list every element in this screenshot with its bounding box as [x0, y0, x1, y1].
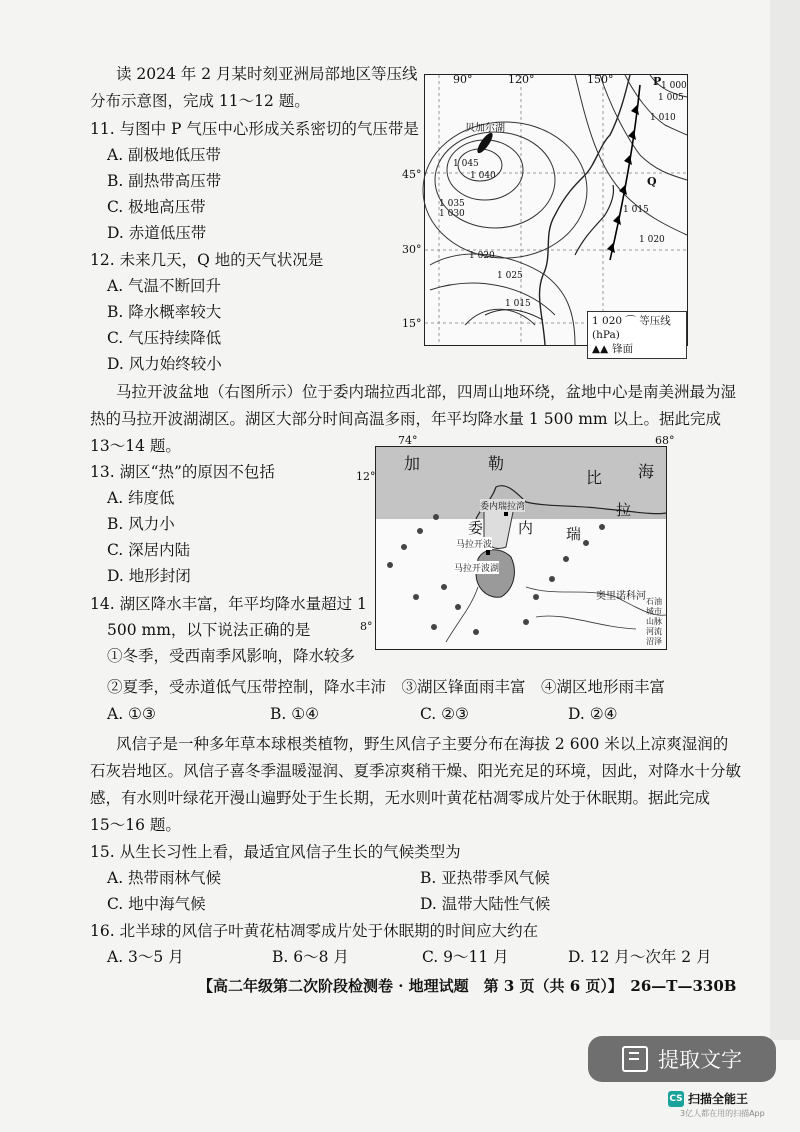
sea-char-3: 比 [586, 468, 603, 487]
q14-item-1: ①冬季，受西南季风影响，降水较多 [107, 647, 356, 665]
isobar-1015-right: 1 015 [623, 205, 649, 215]
page-footer: 【高二年级第二次阶段检测卷 · 地理试题 第 3 页（共 6 页）】 26—T—330B [198, 977, 737, 995]
q15-option-c[interactable]: C. 地中海气候 [107, 895, 206, 913]
q13-option-d[interactable]: D. 地形封闭 [107, 567, 191, 585]
q12-option-a[interactable]: A. 气温不断回升 [107, 277, 222, 295]
isobar-1045: 1 045 [453, 159, 479, 169]
map2-lat-8: 8° [360, 620, 373, 633]
q14-option-b[interactable]: B. ①④ [270, 705, 320, 723]
map1-lat-45: 45° [402, 168, 422, 181]
map2-lon-74: 74° [398, 434, 418, 447]
q13-option-a[interactable]: A. 纬度低 [107, 489, 175, 507]
baikal-label: 贝加尔湖 [465, 123, 505, 134]
q14-item-2: ②夏季，受赤道低气压带控制，降水丰沛 ③湖区锋面雨丰富 ④湖区地形雨丰富 [107, 678, 666, 696]
question-13-stem: 13. 湖区“热”的原因不包括 [90, 463, 275, 481]
q16-option-a[interactable]: A. 3～5 月 [107, 948, 184, 966]
isobar-1020-right: 1 020 [639, 235, 665, 245]
lake-maracaibo-label: 马拉开波湖 [454, 561, 499, 574]
city-maracaibo-label: 马拉开波 [456, 537, 492, 550]
passage3-line4: 15～16 题。 [90, 816, 181, 834]
map1-lat-15: 15° [402, 317, 422, 330]
isobar-1015: 1 015 [505, 299, 531, 309]
country-char-2: 内 [518, 519, 534, 537]
question-12-stem: 12. 未来几天，Q 地的天气状况是 [90, 251, 324, 269]
map1-lon-150: 150° [587, 73, 614, 86]
q15-option-a[interactable]: A. 热带雨林气候 [107, 869, 222, 887]
maracaibo-map [375, 446, 667, 650]
point-p-label: P [653, 75, 662, 88]
legend-front: 锋面 [612, 343, 634, 355]
isobar-1010: 1 010 [650, 113, 676, 123]
question-15-stem: 15. 从生长习性上看，最适宜风信子生长的气候类型为 [90, 843, 461, 861]
scanner-brand [668, 1090, 748, 1107]
map1-lon-90: 90° [453, 73, 473, 86]
front-symbol-icon: ▲▲ [592, 343, 609, 355]
question-14-stem-2: 500 mm，以下说法正确的是 [107, 621, 311, 639]
q16-option-d[interactable]: D. 12 月～次年 2 月 [568, 948, 712, 966]
legend-isobar: 1 020 ⌒ 等压线 (hPa) [592, 315, 671, 341]
country-char-4: 拉 [616, 501, 632, 519]
q14-option-d[interactable]: D. ②④ [568, 705, 618, 723]
legend-mountain: 山脉 [646, 617, 662, 626]
brand-name: 扫描全能王 [688, 1092, 749, 1106]
extract-text-button[interactable] [588, 1036, 776, 1082]
map2-lat-12: 12° [356, 470, 376, 483]
q11-option-a[interactable]: A. 副极地低压带 [107, 146, 222, 164]
passage3-line2: 石灰岩地区。风信子喜冬季温暖湿润、夏季凉爽稍干燥、阳光充足的环境，因此，对降水十分敏 [90, 762, 742, 780]
brand-tagline: 3亿人都在用的扫描App [680, 1109, 765, 1118]
point-q-label: Q [647, 175, 657, 188]
map1-lon-120: 120° [508, 73, 535, 86]
map1-legend [587, 311, 687, 359]
text-extract-icon [622, 1046, 648, 1072]
extract-text-label: 提取文字 [658, 1048, 742, 1072]
q16-option-c[interactable]: C. 9～11 月 [422, 948, 509, 966]
q15-option-b[interactable]: B. 亚热带季风气候 [420, 869, 550, 887]
q13-option-b[interactable]: B. 风力小 [107, 515, 175, 533]
sea-char-1: 加 [404, 454, 421, 473]
q12-option-c[interactable]: C. 气压持续降低 [107, 329, 222, 347]
q16-option-b[interactable]: B. 6～8 月 [272, 948, 349, 966]
passage2-line3: 13～14 题。 [90, 437, 181, 455]
q11-option-d[interactable]: D. 赤道低压带 [107, 224, 207, 242]
legend-oil: 石油 [646, 597, 662, 606]
question-16-stem: 16. 北半球的风信子叶黄花枯凋零成片处于休眠期的时间应大约在 [90, 922, 539, 940]
q14-option-a[interactable]: A. ①③ [107, 705, 156, 723]
sea-char-2: 勒 [488, 454, 505, 473]
map2-lon-68: 68° [655, 434, 675, 447]
isobar-map [424, 73, 688, 355]
passage2-line2: 热的马拉开波湖湖区。湖区大部分时间高温多雨，年平均降水量 1 500 mm 以上。据此完成 [90, 410, 722, 428]
passage1-line1: 读 2024 年 2 月某时刻亚洲局部地区等压线 [116, 65, 418, 83]
legend-river: 河流 [646, 627, 662, 636]
q15-option-d[interactable]: D. 温带大陆性气候 [420, 895, 551, 913]
gulf-label: 委内瑞拉湾 [480, 499, 525, 512]
legend-swamp: 沼泽 [646, 637, 662, 646]
isobar-1000: 1 000 [661, 81, 687, 91]
q13-option-c[interactable]: C. 深居内陆 [107, 541, 191, 559]
q12-option-d[interactable]: D. 风力始终较小 [107, 355, 222, 373]
isobar-1035: 1 035 [439, 199, 465, 209]
isobar-1025: 1 025 [497, 271, 523, 281]
isobar-1030: 1 030 [439, 209, 465, 219]
sea-char-4: 海 [638, 462, 655, 481]
legend-city: 城市 [646, 607, 662, 616]
isobar-1020: 1 020 [469, 251, 495, 261]
maracaibo-map-drawing [376, 447, 666, 649]
q14-option-c[interactable]: C. ②③ [420, 705, 469, 723]
river-orinoco-label: 奥里诺科河 [596, 591, 646, 602]
map1-lat-30: 30° [402, 243, 422, 256]
q11-option-b[interactable]: B. 副热带高压带 [107, 172, 222, 190]
passage2-line1: 马拉开波盆地（右图所示）位于委内瑞拉西北部，四周山地环绕，盆地中心是南美洲最为湿 [116, 383, 737, 401]
camscanner-logo-icon: CS [668, 1091, 684, 1107]
country-char-3: 瑞 [566, 525, 582, 543]
passage1-line2: 分布示意图，完成 11～12 题。 [90, 92, 310, 110]
page-edge [770, 0, 800, 1040]
isobar-1005: 1 005 [658, 93, 684, 103]
question-11-stem: 11. 与图中 P 气压中心形成关系密切的气压带是 [90, 120, 419, 138]
passage3-line1: 风信子是一种多年草本球根类植物，野生风信子主要分布在海拔 2 600 米以上凉爽湿润的 [116, 735, 729, 753]
passage3-line3: 感，有水则叶绿花开漫山遍野处于生长期，无水则叶黄花枯凋零成片处于休眠期。据此完成 [90, 789, 711, 807]
q11-option-c[interactable]: C. 极地高压带 [107, 198, 206, 216]
q12-option-b[interactable]: B. 降水概率较大 [107, 303, 222, 321]
question-14-stem-1: 14. 湖区降水丰富，年平均降水量超过 1 [90, 595, 367, 613]
isobar-1040: 1 040 [470, 171, 496, 181]
map2-legend [646, 597, 664, 647]
country-char-1: 委 [468, 519, 484, 537]
